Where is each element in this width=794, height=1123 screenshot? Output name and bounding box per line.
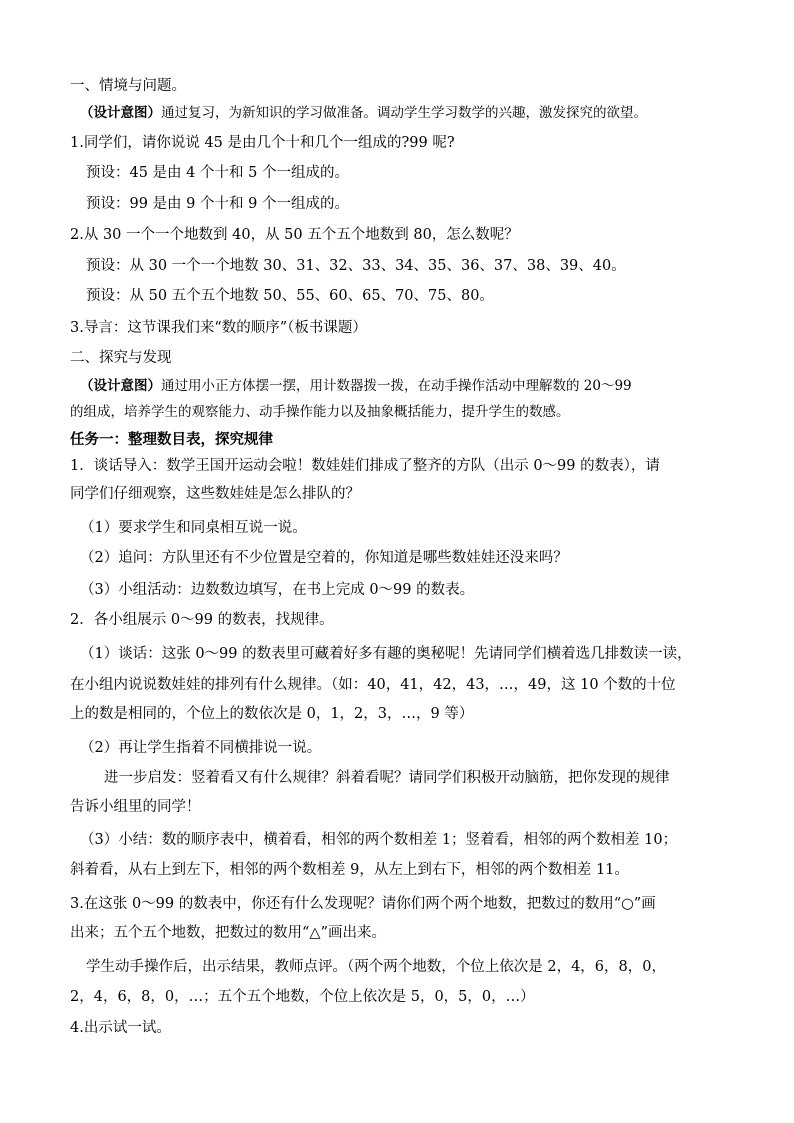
task-1-substep-3: （3）小组活动：边数数边填写，在书上完成 0～99 的数表。 [80,582,475,598]
question-1: 1.同学们，请你说说 45 是由几个十和几个一组成的?99 呢? [70,135,455,151]
question-3: 3.导言：这节课我们来“数的顺序”（板书课题） [70,320,367,336]
design-intent-text: 通过用小正方体摆一摆，用计数器拨一拨，在动手操作活动中理解数的 20～99 [161,378,632,394]
section-2-design-intent-line-1 [80,376,632,396]
task-2-substep-2: （2）再让学生指着不同横排说一说。 [80,740,322,756]
question-2-answer-2: 预设：从 50 五个五个地数 50、55、60、65、70、75、80。 [86,288,494,304]
question-1-answer-2: 预设：99 是由 9 个十和 9 个一组成的。 [86,196,349,212]
section-2-design-intent-line-2: 的组成，培养学生的观察能力、动手操作能力以及抽象概括能力，提升学生的数感。 [70,404,570,420]
design-intent-tag: （设计意图） [80,105,161,121]
task-3-note-line-1: 学生动手操作后，出示结果，教师点评。（两个两个地数，个位上依次是 2，4，6，8，0， [86,959,666,975]
question-2: 2.从 30 一个一个地数到 40，从 50 五个五个地数到 80，怎么数呢？ [70,227,519,243]
task-2-substep-3-line-1: （3）小结：数的顺序表中，横着看，相邻的两个数相差 1；竖着看，相邻的两个数相差 10； [80,832,678,848]
task-2-substep-3-line-2: 斜着看，从右上到左下，相邻的两个数相差 9，从左上到右下，相邻的两个数相差 11。 [70,862,629,878]
task-1-step-1-line-1: 1．谈话导入：数学王国开运动会啦！数娃娃们排成了整齐的方队（出示 0～99 的数表），请 [70,458,660,474]
task-1-step-1-line-2: 同学们仔细观察，这些数娃娃是怎么排队的？ [70,486,360,502]
task-2-prompt-line-1: 进一步启发：竖着看又有什么规律？斜着看呢？请同学们积极开动脑筋，把你发现的规律 [104,770,670,786]
design-intent-tag: （设计意图） [80,378,161,394]
task-4-line: 4.出示试一试。 [70,1020,171,1036]
task-3-line-2: 出来；五个五个地数，把数过的数用“△”画出来。 [70,925,386,941]
task-1-substep-1: （1）要求学生和同桌相互说一说。 [80,520,307,536]
section-1-design-intent [80,103,647,123]
question-1-answer-1: 预设：45 是由 4 个十和 5 个一组成的。 [86,165,349,181]
task-2-prompt-line-2: 告诉小组里的同学！ [70,799,201,815]
task-1-substep-2: （2）追问：方队里还有不少位置是空着的，你知道是哪些数娃娃还没来吗？ [80,550,568,566]
question-2-answer-1: 预设：从 30 一个一个地数 30、31、32、33、34、35、36、37、38、39、40。 [86,258,626,274]
task-3-line-1: 3.在这张 0～99 的数表中，你还有什么发现呢？请你们两个两个地数，把数过的数用“○”画 [70,896,656,912]
task-2-line-1: 2．各小组展示 0～99 的数表，找规律。 [70,612,334,628]
task-2-substep-1-line-3: 上的数是相同的，个位上的数依次是 0，1，2，3，…，9 等） [70,706,474,722]
section-1-heading: 一、情境与问题。 [70,78,186,94]
task-3-note-line-2: 2，4，6，8，0，…；五个五个地数，个位上依次是 5，0，5，0，…） [70,989,535,1005]
task-2-substep-1-line-1: （1）谈话：这张 0～99 的数表里可藏着好多有趣的奥秘呢！先请同学们横着选几排数读一读， [80,646,692,662]
task-2-substep-1-line-2: 在小组内说说数娃娃的排列有什么规律。（如：40，41，42，43，…，49，这 10 个数的十位 [70,677,676,693]
task-1-heading: 任务一：整理数目表，探究规律 [70,431,273,448]
section-2-heading: 二、探究与发现 [70,350,172,366]
design-intent-text: 通过复习，为新知识的学习做准备。调动学生学习数学的兴趣，激发探究的欲望。 [161,105,647,121]
